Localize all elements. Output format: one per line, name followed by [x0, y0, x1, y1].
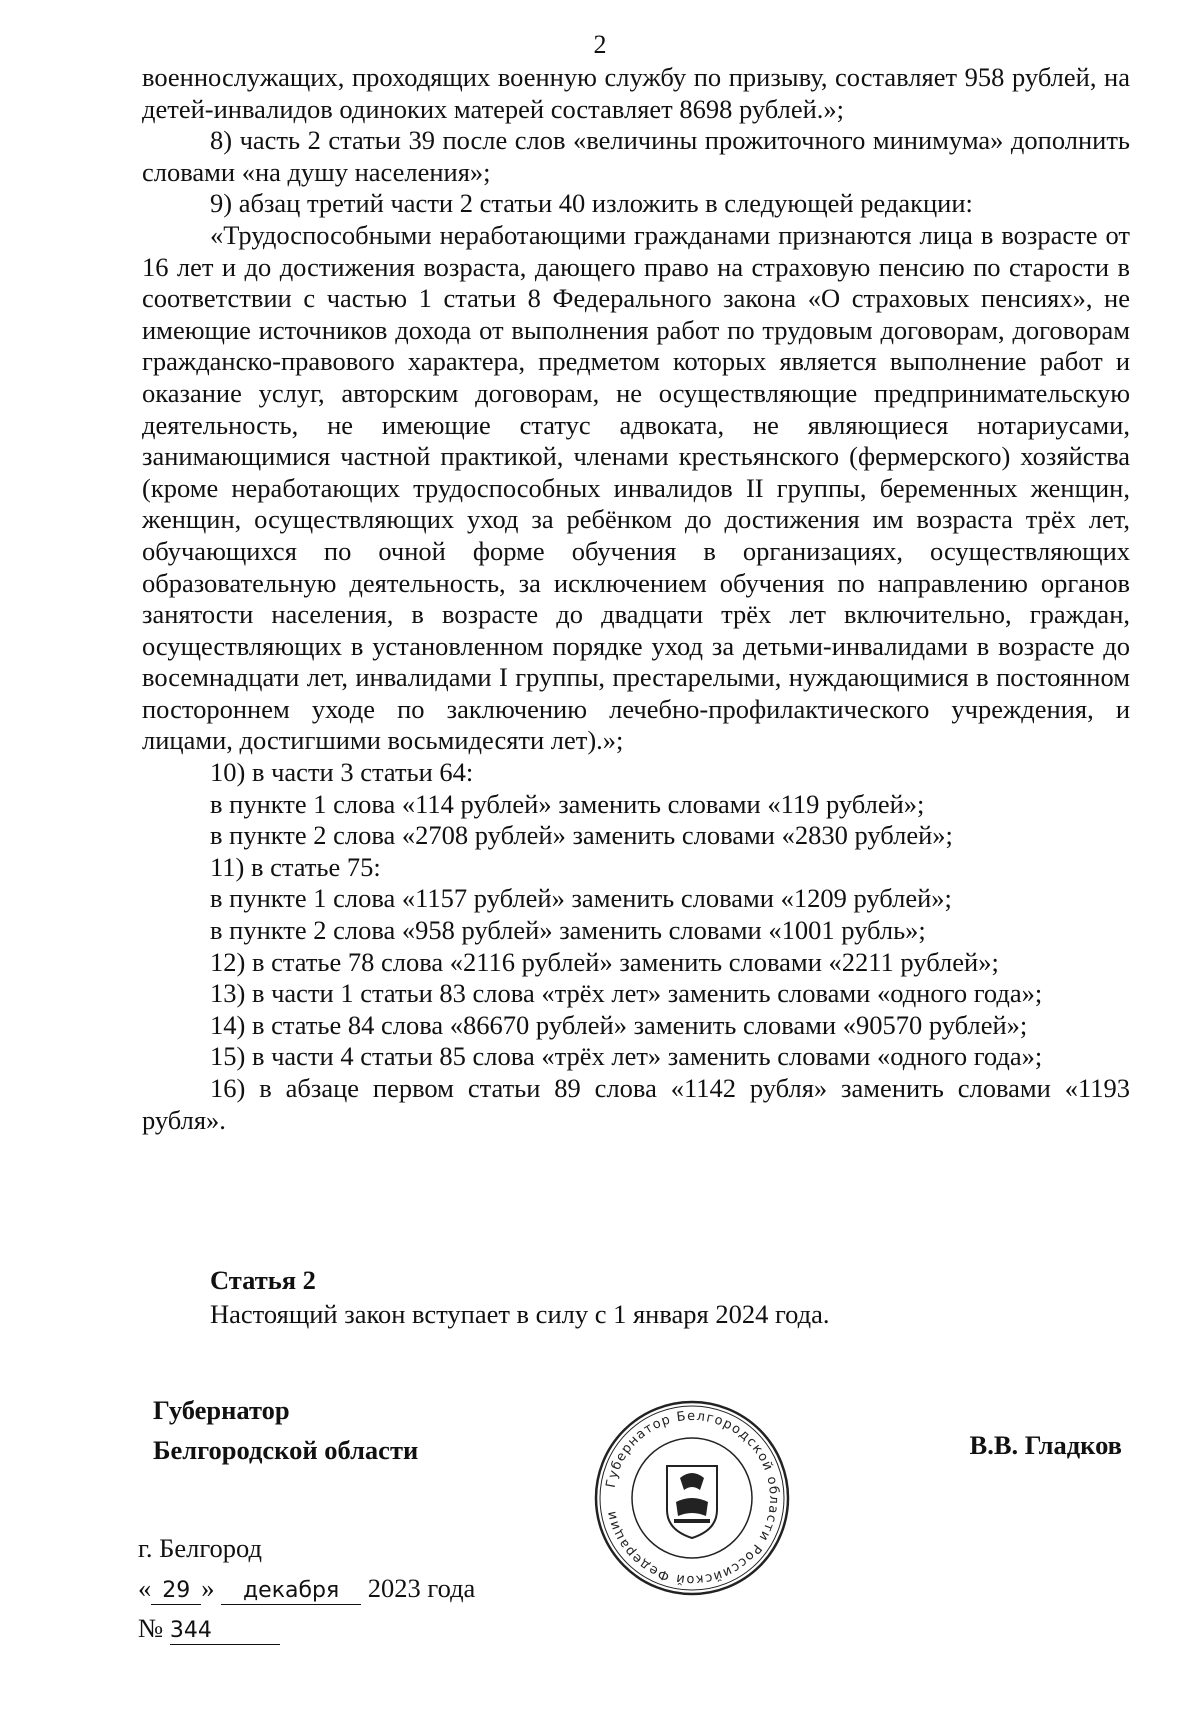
place-date-block: [138, 1528, 475, 1648]
article-title: Статья 2: [210, 1265, 316, 1295]
paragraph: 9) абзац третий части 2 статьи 40 изложить в следующей редакции:: [210, 188, 973, 219]
city: г. Белгород: [138, 1533, 263, 1563]
date-year: 2023 года: [367, 1573, 476, 1603]
paragraph: в пункте 1 слова «1157 рублей» заменить словами «1209 рублей»;: [210, 883, 952, 914]
coat-of-arms-icon: [667, 1466, 717, 1538]
doc-number-line: [138, 1608, 475, 1648]
law-text: [142, 62, 1130, 1136]
number-label: №: [138, 1613, 164, 1643]
seal-text: Губернатор Белгородской области Российской Федерации: [603, 1408, 782, 1588]
signature-title: [153, 1390, 418, 1470]
paragraph: 12) в статье 78 слова «2116 рублей» заменить словами «2211 рублей»;: [210, 946, 999, 977]
date-month: декабря: [221, 1578, 361, 1605]
paragraph: в пункте 1 слова «114 рублей» заменить словами «119 рублей»;: [210, 788, 925, 819]
official-seal: [592, 1398, 792, 1598]
paragraph: 8) часть 2 статьи 39 после слов «величины прожиточного минимума» дополнить словами «на душу населения»;: [142, 125, 1130, 187]
page-number: 2: [593, 30, 607, 59]
paragraph: 16) в абзаце первом статьи 89 слова «1142 рубля» заменить словами «1193 рубля».: [142, 1073, 1130, 1135]
doc-number: 344: [170, 1618, 280, 1645]
signature-title-line1: Губернатор: [153, 1395, 290, 1425]
paragraph: 14) в статье 84 слова «86670 рублей» заменить словами «90570 рублей»;: [210, 1009, 1028, 1040]
paragraph: «Трудоспособными неработающими гражданами признаются лица в возрасте от 16 лет и до достижения возраста, дающего право на страховую пенсию по старости в соответствии с частью 1 статьи 8 Федерального закона «О страховых пенсиях», не имеющие источников дохода от выполнения работ по трудовым договорам, договорам гражданско-правового характера, предметом которых является выполнение работ и оказание услуг, авторским договорам, не осуществляющие предпринимательскую деятельность, не имеющие статус адвоката, не являющиеся нотариусами, занимающимися частной практикой, членами крестьянского (фермерского) хозяйства (кроме неработающих трудоспособных инвалидов II группы, беременных женщин, женщин, осуществляющих уход за ребёнком до достижения им возраста трёх лет, обучающихся по очной форме обучения в организациях, осуществляющих образовательную деятельность, за исключением обучения по направлению органов занятости населения, в возрасте до двадцати трёх лет включительно, граждан, осуществляющих в установленном порядке уход за детьми-инвалидами в возрасте до восемнадцати лет, инвалидами I группы, престарелыми, нуждающимися в постоянном постороннем уходе по заключению лечебно-профилактического учреждения, и лицами, достигшими восьмидесяти лет).»;: [142, 219, 1130, 756]
paragraph: 13) в части 1 статьи 83 слова «трёх лет» заменить словами «одного года»;: [210, 978, 1043, 1009]
date-day: 29: [151, 1578, 201, 1605]
signature-title-line2: Белгородской области: [153, 1435, 419, 1465]
paragraph: в пункте 2 слова «2708 рублей» заменить словами «2830 рублей»;: [210, 820, 953, 851]
paragraph: 10) в части 3 статьи 64:: [210, 757, 474, 788]
paragraph: 11) в статье 75:: [210, 851, 381, 882]
signatory-name: В.В. Гладков: [969, 1430, 1122, 1460]
paragraph: 15) в части 4 статьи 85 слова «трёх лет» заменить словами «одного года»;: [210, 1041, 1043, 1072]
date-line: « 29 » декабря 2023 года: [138, 1573, 476, 1603]
paragraph: военнослужащих, проходящих военную службу по призыву, составляет 958 рублей, на детей-инвалидов одиноких матерей составляет 8698 рублей.»;: [142, 62, 1130, 124]
article-2: [210, 1263, 830, 1331]
article-text: Настоящий закон вступает в силу с 1 января 2024 года.: [210, 1299, 830, 1329]
paragraph: в пункте 2 слова «958 рублей» заменить словами «1001 рубль»;: [210, 915, 926, 946]
